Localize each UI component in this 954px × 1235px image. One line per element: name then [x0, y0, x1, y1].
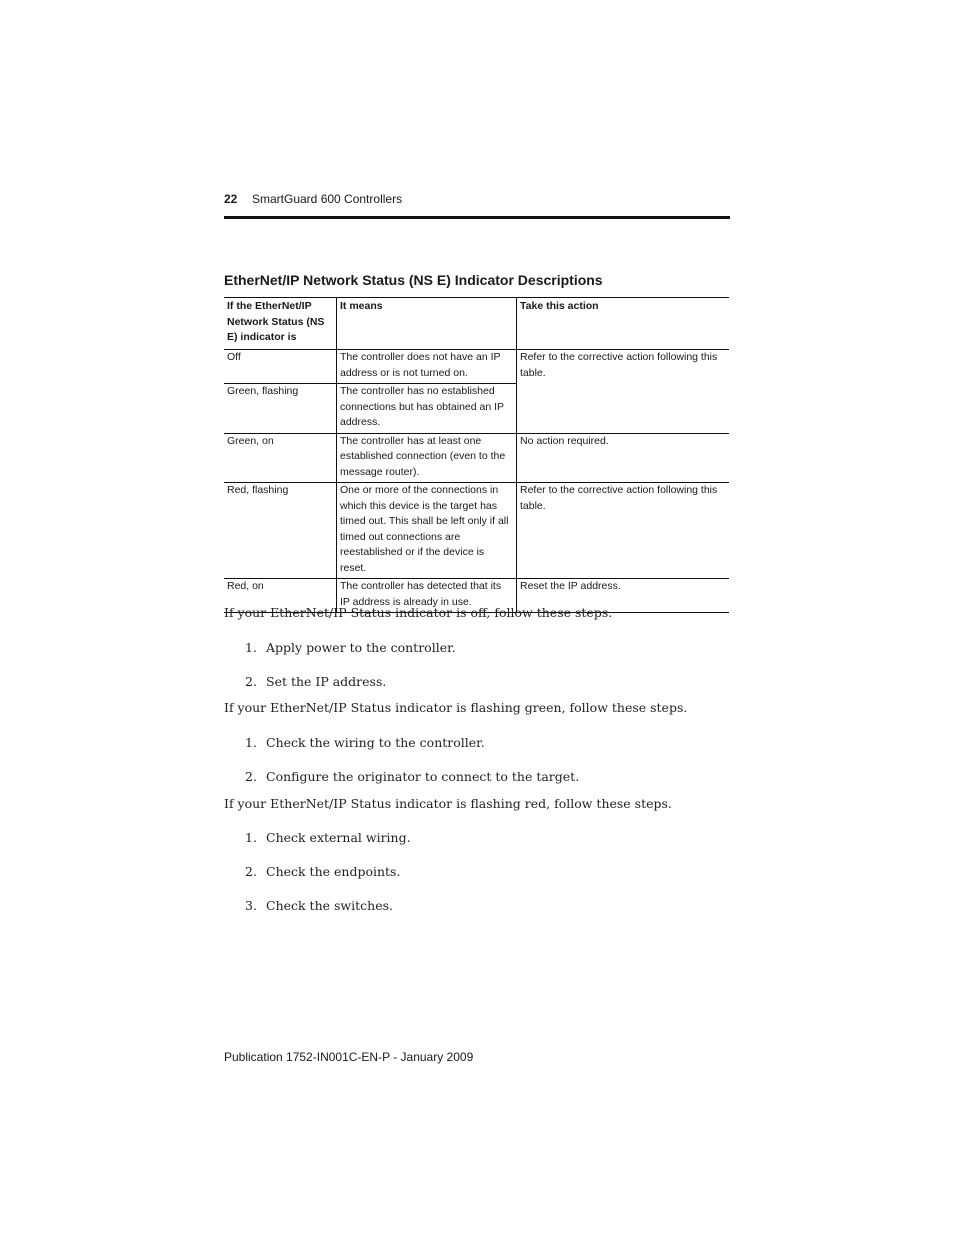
table-row	[224, 483, 729, 579]
step-text: Check the endpoints.	[266, 864, 401, 879]
publication-footer: Publication 1752-IN001C-EN-P - January 2009	[224, 1050, 474, 1064]
cell-indicator: Green, on	[224, 433, 337, 483]
step-item	[245, 735, 485, 750]
step-number: 2.	[245, 674, 257, 689]
step-text: Check external wiring.	[266, 830, 411, 845]
cell-action: No action required.	[520, 434, 609, 447]
cell-indicator: Red, flashing	[224, 483, 337, 579]
status-table	[224, 297, 729, 613]
section-intro-red-flashing: If your EtherNet/IP Status indicator is flashing red, follow these steps.	[224, 796, 672, 811]
column-header-action: Take this action	[520, 300, 599, 312]
step-number: 1.	[245, 640, 257, 655]
running-title: SmartGuard 600 Controllers	[252, 192, 403, 206]
cell-meaning: The controller has at least one established connection (even to the message router).	[337, 433, 517, 483]
step-number: 1.	[245, 735, 257, 750]
cell-meaning: The controller does not have an IP address or is not turned on.	[337, 350, 517, 384]
section-intro-green-flashing: If your EtherNet/IP Status indicator is flashing green, follow these steps.	[224, 700, 688, 715]
step-item	[245, 864, 400, 879]
step-item	[245, 674, 386, 689]
cell-meaning: The controller has no established connections but has obtained an IP address.	[337, 384, 517, 434]
step-item	[245, 640, 456, 655]
cell-indicator: Off	[224, 350, 337, 384]
cell-action: Refer to the corrective action following this table.	[517, 350, 730, 434]
cell-meaning: The controller has detected that its IP address is already in use.	[337, 579, 517, 613]
cell-meaning: One or more of the connections in which this device is the target has timed out. This shall be left only if all timed out connections are reestablished or if the device is reset.	[337, 483, 517, 579]
step-text: Configure the originator to connect to the target.	[266, 769, 580, 784]
column-header-indicator: If the EtherNet/IP Network Status (NS E) indicator is	[224, 298, 337, 350]
page-number: 22	[224, 192, 238, 206]
table-header-row	[224, 298, 729, 350]
table-row	[224, 350, 729, 384]
cell-indicator: Green, flashing	[224, 384, 337, 434]
step-number: 2.	[245, 864, 257, 879]
step-number: 3.	[245, 898, 257, 913]
cell-indicator: Red, on	[224, 579, 337, 613]
page-header	[224, 192, 730, 219]
step-text: Set the IP address.	[266, 674, 387, 689]
cell-action: Reset the IP address.	[520, 580, 621, 592]
step-text: Apply power to the controller.	[266, 640, 456, 655]
step-text: Check the switches.	[266, 898, 393, 913]
step-number: 1.	[245, 830, 257, 845]
column-header-meaning: It means	[337, 298, 517, 350]
section-intro-off: If your EtherNet/IP Status indicator is off, follow these steps.	[224, 605, 613, 620]
cell-action: Refer to the corrective action following this table.	[520, 484, 718, 512]
step-item	[245, 898, 393, 913]
step-text: Check the wiring to the controller.	[266, 735, 485, 750]
step-number: 2.	[245, 769, 257, 784]
table-row	[224, 433, 729, 483]
step-item	[245, 830, 411, 845]
step-item	[245, 769, 579, 784]
table-title: EtherNet/IP Network Status (NS E) Indicator Descriptions	[224, 272, 603, 288]
